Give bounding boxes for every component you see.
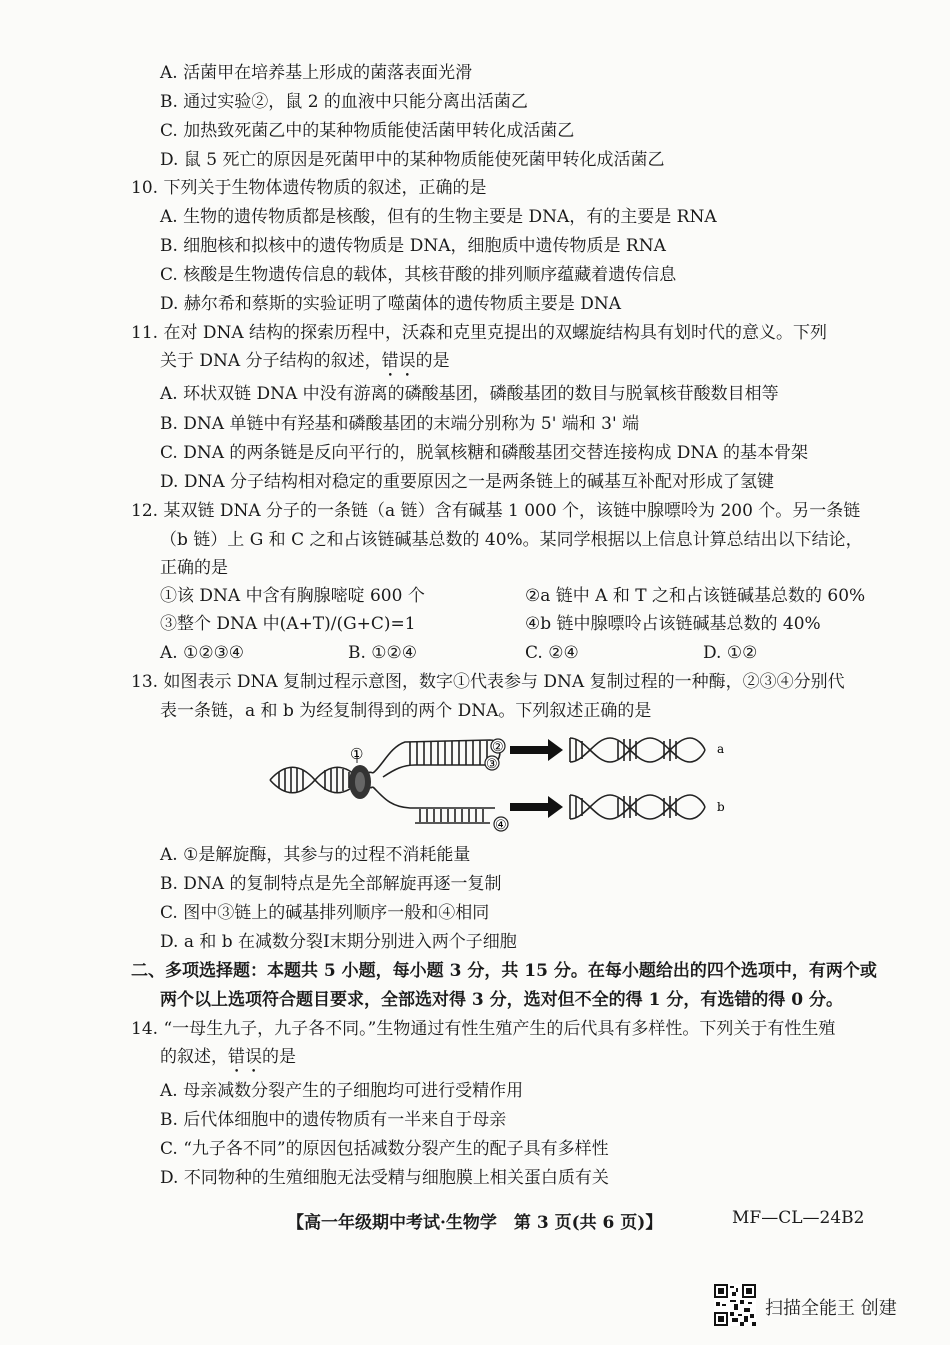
q12-stem-line2: （b 链）上 G 和 C 之和占该链碱基总数的 40%。某同学根据以上信息计算总结出以下结论， — [160, 530, 863, 550]
q14-option-d: D. 不同物种的生殖细胞无法受精与细胞膜上相关蛋白质有关 — [160, 1168, 609, 1188]
q12-stem-line3: 正确的是 — [160, 558, 228, 578]
daughter-helix-a — [570, 738, 705, 762]
label-3: ③ — [486, 757, 498, 772]
daughter-helix-b — [570, 795, 705, 819]
q13-option-d: D. a 和 b 在减数分裂Ⅰ末期分别进入两个子细胞 — [160, 932, 517, 952]
upper-fork — [373, 740, 500, 777]
scanner-watermark — [714, 1284, 918, 1328]
exam-code: MF—CL—24B2 — [732, 1208, 865, 1228]
q11-emphasis: 错误 — [381, 351, 416, 371]
q10-option-c: C. 核酸是生物遗传信息的载体，其核苷酸的排列顺序蕴藏着遗传信息 — [160, 265, 677, 285]
label-1: ① — [350, 745, 364, 763]
q12-option-a: A. ①②③④ — [160, 643, 245, 663]
arrow-bottom — [510, 796, 563, 818]
arrow-top — [510, 739, 563, 761]
label-4: ④ — [495, 818, 507, 833]
q14-stem-line1: 14. “一母生九子，九子各不同。”生物通过有性生殖产生的后代具有多样性。下列关于有性生殖 — [131, 1019, 836, 1039]
q9-option-b: B. 通过实验②，鼠 2 的血液中只能分离出活菌乙 — [160, 92, 528, 112]
q11-stem-line2 — [160, 350, 450, 381]
label-b: b — [717, 800, 725, 814]
label-a: a — [717, 742, 725, 756]
q11-option-d: D. DNA 分子结构相对稳定的重要原因之一是两条链上的碱基互补配对形成了氢键 — [160, 472, 775, 492]
q9-option-d: D. 鼠 5 死亡的原因是死菌甲中的某种物质能使死菌甲转化成活菌乙 — [160, 150, 665, 170]
q13-option-c: C. 图中③链上的碱基排列顺序一般和④相同 — [160, 903, 490, 923]
q14-option-c: C. “九子各不同”的原因包括减数分裂产生的配子具有多样性 — [160, 1139, 609, 1159]
q11-stem-pre: 关于 DNA 分子结构的叙述， — [160, 351, 382, 371]
page-footer: 【高一年级期中考试·生物学 第 3 页(共 6 页)】 — [287, 1213, 663, 1233]
scanner-text: 扫描全能王 创建 — [765, 1298, 897, 1319]
q10-option-d: D. 赫尔希和蔡斯的实验证明了噬菌体的遗传物质主要是 DNA — [160, 294, 622, 314]
q10-option-b: B. 细胞核和拟核中的遗传物质是 DNA，细胞质中遗传物质是 RNA — [160, 236, 666, 256]
q12-option-c: C. ②④ — [525, 643, 579, 663]
q11-option-a: A. 环状双链 DNA 中没有游离的磷酸基团，磷酸基团的数目与脱氧核苷酸数目相等 — [160, 384, 779, 404]
q11-option-c: C. DNA 的两条链是反向平行的，脱氧核糖和磷酸基团交替连接构成 DNA 的基本骨架 — [160, 443, 808, 463]
q12-stem-line1: 12. 某双链 DNA 分子的一条链（a 链）含有碱基 1 000 个，该链中腺嘌呤为 200 个。另一条链 — [131, 501, 861, 521]
q12-statement-1: ①该 DNA 中含有胸腺嘧啶 600 个 — [160, 586, 425, 606]
q11-stem-post: 的是 — [415, 351, 450, 371]
q12-statement-2: ②a 链中 A 和 T 之和占该链碱基总数的 60% — [525, 586, 866, 606]
q10-stem: 10. 下列关于生物体遗传物质的叙述，正确的是 — [131, 178, 487, 198]
dna-replication-diagram — [265, 725, 735, 840]
q11-stem-line1: 11. 在对 DNA 结构的探索历程中，沃森和克里克提出的双螺旋结构具有划时代的意义。下列 — [131, 323, 828, 343]
q12-statement-4: ④b 链中腺嘌呤占该链碱基总数的 40% — [525, 614, 821, 634]
label-2: ② — [492, 740, 504, 755]
q11-option-b: B. DNA 单链中有羟基和磷酸基团的末端分别称为 5' 端和 3' 端 — [160, 414, 640, 434]
q9-option-c: C. 加热致死菌乙中的某种物质能使活菌甲转化成活菌乙 — [160, 121, 575, 141]
q14-stem-post: 的是 — [262, 1047, 296, 1067]
q14-stem-line2 — [160, 1046, 296, 1077]
q14-option-a: A. 母亲减数分裂产生的子细胞均可进行受精作用 — [160, 1081, 524, 1101]
q12-option-d: D. ①② — [703, 643, 758, 663]
qr-code-icon — [714, 1284, 756, 1326]
q14-emphasis: 错误 — [228, 1047, 262, 1067]
q12-option-b: B. ①②④ — [348, 643, 418, 663]
q13-option-a: A. ①是解旋酶，其参与的过程不消耗能量 — [160, 845, 471, 865]
q14-option-b: B. 后代体细胞中的遗传物质有一半来自于母亲 — [160, 1110, 507, 1130]
q10-option-a: A. 生物的遗传物质都是核酸，但有的生物主要是 DNA，有的主要是 RNA — [160, 207, 717, 227]
q13-option-b: B. DNA 的复制特点是先全部解旋再逐一复制 — [160, 874, 502, 894]
q13-stem-line2: 表一条链，a 和 b 为经复制得到的两个 DNA。下列叙述正确的是 — [160, 701, 652, 721]
lower-fork — [373, 787, 495, 823]
q9-option-a: A. 活菌甲在培养基上形成的菌落表面光滑 — [160, 63, 473, 83]
q14-stem-pre: 的叙述， — [160, 1047, 228, 1067]
q12-statement-3: ③整个 DNA 中(A+T)/(G+C)=1 — [160, 614, 416, 634]
section2-instructions-line1: 二、多项选择题：本题共 5 小题，每小题 3 分，共 15 分。在每小题给出的四个选项中，有两个或 — [131, 961, 877, 981]
q13-stem-line1: 13. 如图表示 DNA 复制过程示意图，数字①代表参与 DNA 复制过程的一种酶，②③④分别代 — [131, 672, 845, 692]
section2-instructions-line2: 两个以上选项符合题目要求，全部选对得 3 分，选对但不全的得 1 分，有选错的得 0 分。 — [160, 990, 843, 1010]
